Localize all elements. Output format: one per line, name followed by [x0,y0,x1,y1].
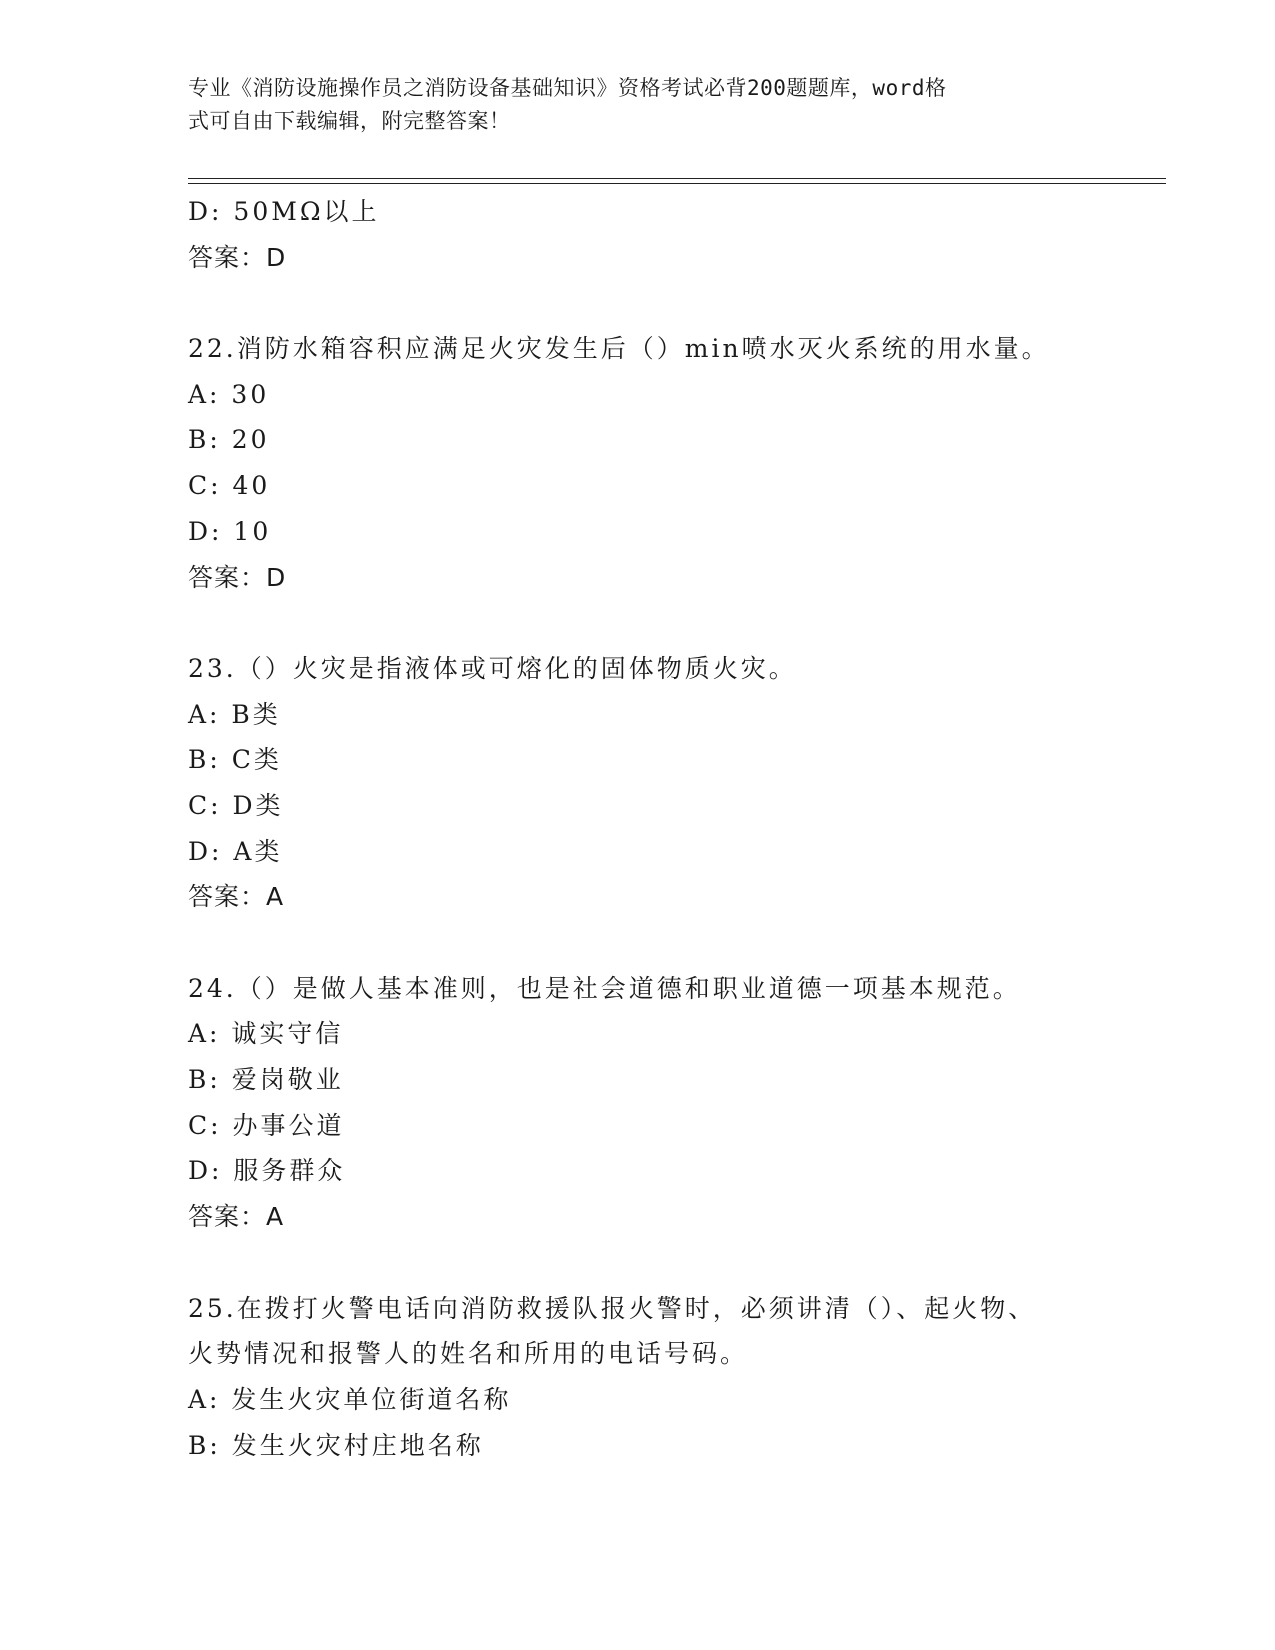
question-stem: 24.（）是做人基本准则，也是社会道德和职业道德一项基本规范。 [188,973,1021,1003]
option-c: C: 40 [188,471,271,501]
option-d: D: 50MΩ以上 [188,197,380,226]
option-a: A: 30 [188,379,270,409]
answer-line: 答案：A [188,1202,285,1232]
option-d: D: 服务群众 [188,1156,346,1186]
option-b: B: 20 [188,425,270,455]
spacer [188,1240,1088,1286]
option-d: D: A类 [188,836,283,866]
answer-line: 答案：D [188,562,287,592]
question-stem: 22.消防水箱容积应满足火灾发生后（）min喷水灭火系统的用水量。 [188,334,1050,364]
spacer [188,280,1088,326]
option-d: D: 10 [188,516,272,546]
document-header [188,72,1068,138]
header-divider-top [188,178,1166,179]
option-b: B: C类 [188,745,282,775]
question-stem: 23.（）火灾是指液体或可熔化的固体物质火灾。 [188,653,797,683]
answer-line: 答案：D [188,242,287,272]
answer-line: 答案：A [188,882,285,912]
option-a: A: B类 [188,699,281,729]
question-25 [188,1286,1088,1469]
spacer [188,600,1088,646]
question-23 [188,646,1088,920]
spacer [188,920,1088,966]
option-b: B: 发生火灾村庄地名称 [188,1430,484,1460]
option-a: A: 发生火灾单位街道名称 [188,1384,512,1414]
question-stem-line-2: 火势情况和报警人的姓名和所用的电话号码。 [188,1339,749,1369]
question-stem-line-1: 25.在拨打火警电话向消防救援队报火警时，必须讲清（）、起火物、 [188,1293,1037,1323]
header-line-1: 专业《消防设施操作员之消防设备基础知识》资格考试必背200题题库，word格 [188,76,947,100]
option-a: A: 诚实守信 [188,1019,344,1049]
question-list [188,189,1088,1468]
option-c: C: 办事公道 [188,1110,345,1140]
header-divider-bottom [188,183,1166,184]
question-24 [188,966,1088,1240]
option-c: C: D类 [188,790,284,820]
option-b: B: 爱岗敬业 [188,1065,344,1095]
question-22 [188,326,1088,600]
header-line-2: 式可自由下载编辑，附完整答案！ [188,109,511,133]
